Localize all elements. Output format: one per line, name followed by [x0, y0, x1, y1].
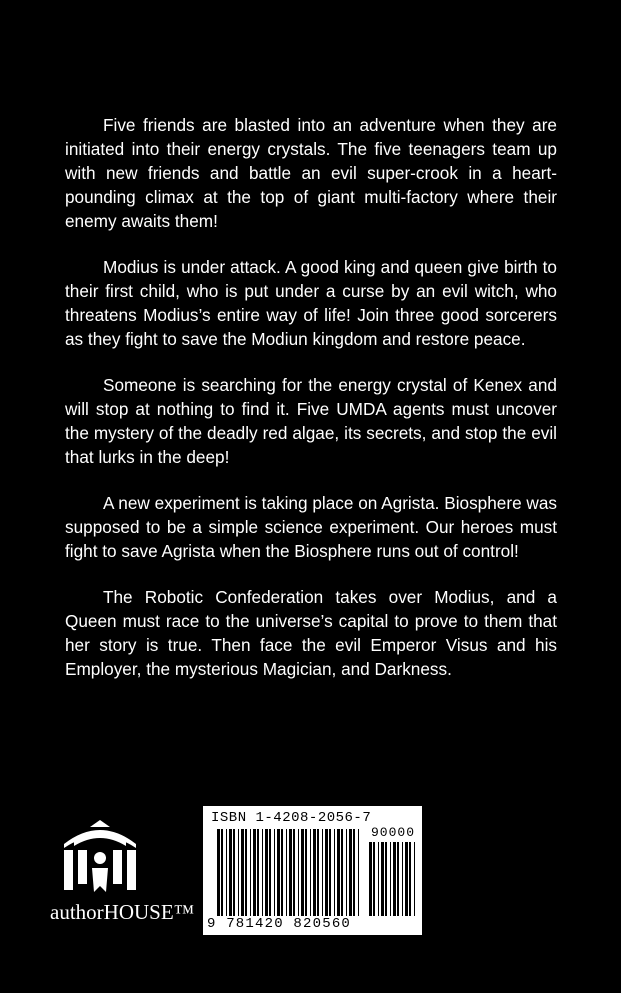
- barcode-bar: [378, 842, 379, 916]
- barcode-bar: [334, 829, 335, 916]
- barcode-bar: [373, 842, 375, 916]
- barcode-bar: [257, 829, 259, 916]
- barcode-bar: [358, 829, 359, 916]
- barcode-bar: [238, 829, 239, 916]
- barcode-bar: [341, 829, 343, 916]
- barcode-bar: [277, 829, 280, 916]
- barcode-bar: [245, 829, 247, 916]
- barcode-bar: [305, 829, 307, 916]
- barcode-bar: [253, 829, 256, 916]
- barcode-bar: [369, 842, 372, 916]
- blurb-paragraph-1: Five friends are blasted into an adventure when they are initiated into their energy crystals. The five teenagers team up with new friends and battle an evil super-crook in a heart-pounding climax at the top of giant multi-factory where their enemy awaits them!: [65, 115, 557, 231]
- barcode-bar: [298, 829, 299, 916]
- barcode-bar: [409, 842, 411, 916]
- barcode-bar: [390, 842, 391, 916]
- barcode-bar: [325, 829, 328, 916]
- isbn-number: ISBN 1-4208-2056-7: [211, 810, 372, 826]
- house-columns-icon: [54, 818, 146, 894]
- barcode-bar: [281, 829, 283, 916]
- isbn-barcode: [203, 806, 422, 935]
- barcode-bar: [317, 829, 319, 916]
- barcode-bar: [241, 829, 244, 916]
- barcode-bar: [250, 829, 251, 916]
- back-cover-blurb: [65, 113, 557, 703]
- barcode-bar: [265, 829, 268, 916]
- barcode-bar: [405, 842, 408, 916]
- ean-digits: 9 781420 820560: [207, 916, 352, 932]
- barcode-bar: [310, 829, 311, 916]
- barcode-bar: [262, 829, 263, 916]
- barcode-bar: [402, 842, 403, 916]
- blurb-paragraph-5: The Robotic Confederation takes over Modius, and a Queen must race to the universe’s capital to prove to them that her story is true. Then face the evil Emperor Visus and his Employer, the mysterious Magician, and Darkness.: [65, 587, 557, 679]
- barcode-bar: [226, 829, 227, 916]
- barcode-bar: [349, 829, 352, 916]
- barcode-bar: [293, 829, 295, 916]
- publisher-logo: [50, 818, 200, 928]
- barcode-bar: [217, 829, 220, 916]
- blurb-paragraph-3: Someone is searching for the energy crystal of Kenex and will stop at nothing to find it. Five UMDA agents must uncover the mystery of the deadly red algae, its secrets, and stop the evil that lurks in the deep!: [65, 375, 557, 467]
- barcode-bar: [229, 829, 232, 916]
- barcode-bar: [301, 829, 304, 916]
- barcode-bar: [397, 842, 399, 916]
- price-code: 90000: [371, 825, 416, 840]
- barcode-bar: [322, 829, 323, 916]
- barcode-bar: [353, 829, 355, 916]
- blurb-paragraph-4: A new experiment is taking place on Agrista. Biosphere was supposed to be a simple science experiment. Our heroes must fight to save Agrista when the Biosphere runs out of control!: [65, 493, 557, 561]
- blurb-paragraph-2: Modius is under attack. A good king and queen give birth to their first child, who is put under a curse by an evil witch, who threatens Modius’s entire way of life! Join three good sorcerers as they fight to save the Modiun kingdom and restore peace.: [65, 257, 557, 349]
- barcode-bar: [385, 842, 387, 916]
- barcode-bar: [221, 829, 223, 916]
- barcode-bar: [286, 829, 287, 916]
- barcode-bar: [414, 842, 415, 916]
- barcode-bar: [329, 829, 331, 916]
- barcode-bar: [337, 829, 340, 916]
- barcode-bar: [274, 829, 275, 916]
- publisher-name: authorHOUSE™: [50, 900, 195, 924]
- barcode-bar: [346, 829, 347, 916]
- barcode-bar: [233, 829, 235, 916]
- barcode-bar: [269, 829, 271, 916]
- barcode-bar: [289, 829, 292, 916]
- barcode-bar: [381, 842, 384, 916]
- barcode-bar: [393, 842, 396, 916]
- barcode-bar: [313, 829, 316, 916]
